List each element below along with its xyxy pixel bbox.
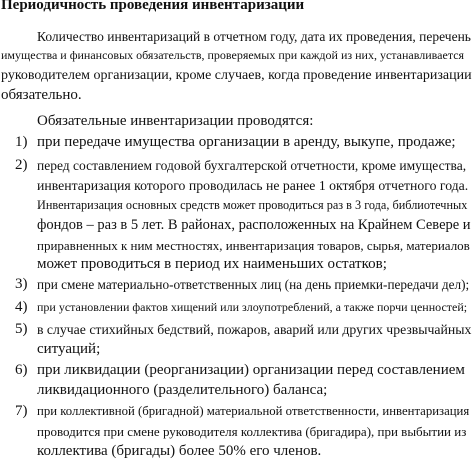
- intro-line-4: обязательно.: [1, 87, 82, 103]
- list-item-line: при коллективной (бригадной) материальной ответственности, инвентаризация: [37, 404, 470, 418]
- list-item-line: инвентаризация которого проводилась не ранее 1 октября отчетного года.: [37, 178, 469, 193]
- list-item-line: при передаче имущества организации в аренду, выкупе, продаже;: [37, 134, 456, 150]
- list-item-line: фондов – раз в 5 лет. В районах, расположенных на Крайнем Севере и: [37, 217, 471, 233]
- list-item-line: приравненных к ним местностях, инвентаризация товаров, сырья, материалов: [37, 238, 470, 253]
- list-item-line: при установлении фактов хищений или злоупотреблений, а также порчи ценностей;: [37, 300, 468, 314]
- list-number: 4): [15, 299, 28, 315]
- list-item-line: ситуаций;: [37, 341, 101, 357]
- document-title: Периодичность проведения инвентаризации: [1, 0, 305, 13]
- list-item-line: в случае стихийных бедствий, пожаров, аварий или других чрезвычайных: [37, 322, 472, 337]
- list-number: 1): [15, 134, 28, 150]
- list-item-line: может проводиться в период их наименьших остатков;: [37, 256, 387, 272]
- intro-line-2: имущества и финансовых обязательств, проверяемых при каждой из них, устанавливается: [1, 48, 465, 62]
- list-number: 5): [15, 321, 28, 337]
- list-item-line: Инвентаризация основных средств может проводиться раз в 3 года, библиотечных: [37, 198, 468, 212]
- list-item-line: ликвидационного (разделительного) баланса;: [37, 382, 328, 398]
- list-number: 6): [15, 362, 28, 378]
- list-item-line: проводится при смене руководителя коллектива (бригадира), при выбытии из: [37, 424, 467, 439]
- list-heading: Обязательные инвентаризации проводятся:: [37, 113, 314, 129]
- list-item-line: при ликвидации (реорганизации) организации перед составлением: [37, 362, 465, 378]
- list-number: 7): [15, 403, 28, 419]
- list-item-line: при смене материально-ответственных лиц (на день приемки-передачи дел);: [37, 277, 470, 292]
- intro-line-3: руководителем организации, кроме случаев, когда проведение инвентаризации: [1, 68, 472, 83]
- list-item-line: коллектива (бригады) более 50% его членов.: [37, 443, 322, 459]
- intro-line-1: Количество инвентаризаций в отчетном году, дата их проведения, перечень: [37, 29, 471, 44]
- list-item-line: перед составлением годовой бухгалтерской отчетности, кроме имущества,: [37, 158, 467, 173]
- list-number: 3): [15, 276, 28, 292]
- list-number: 2): [15, 157, 28, 173]
